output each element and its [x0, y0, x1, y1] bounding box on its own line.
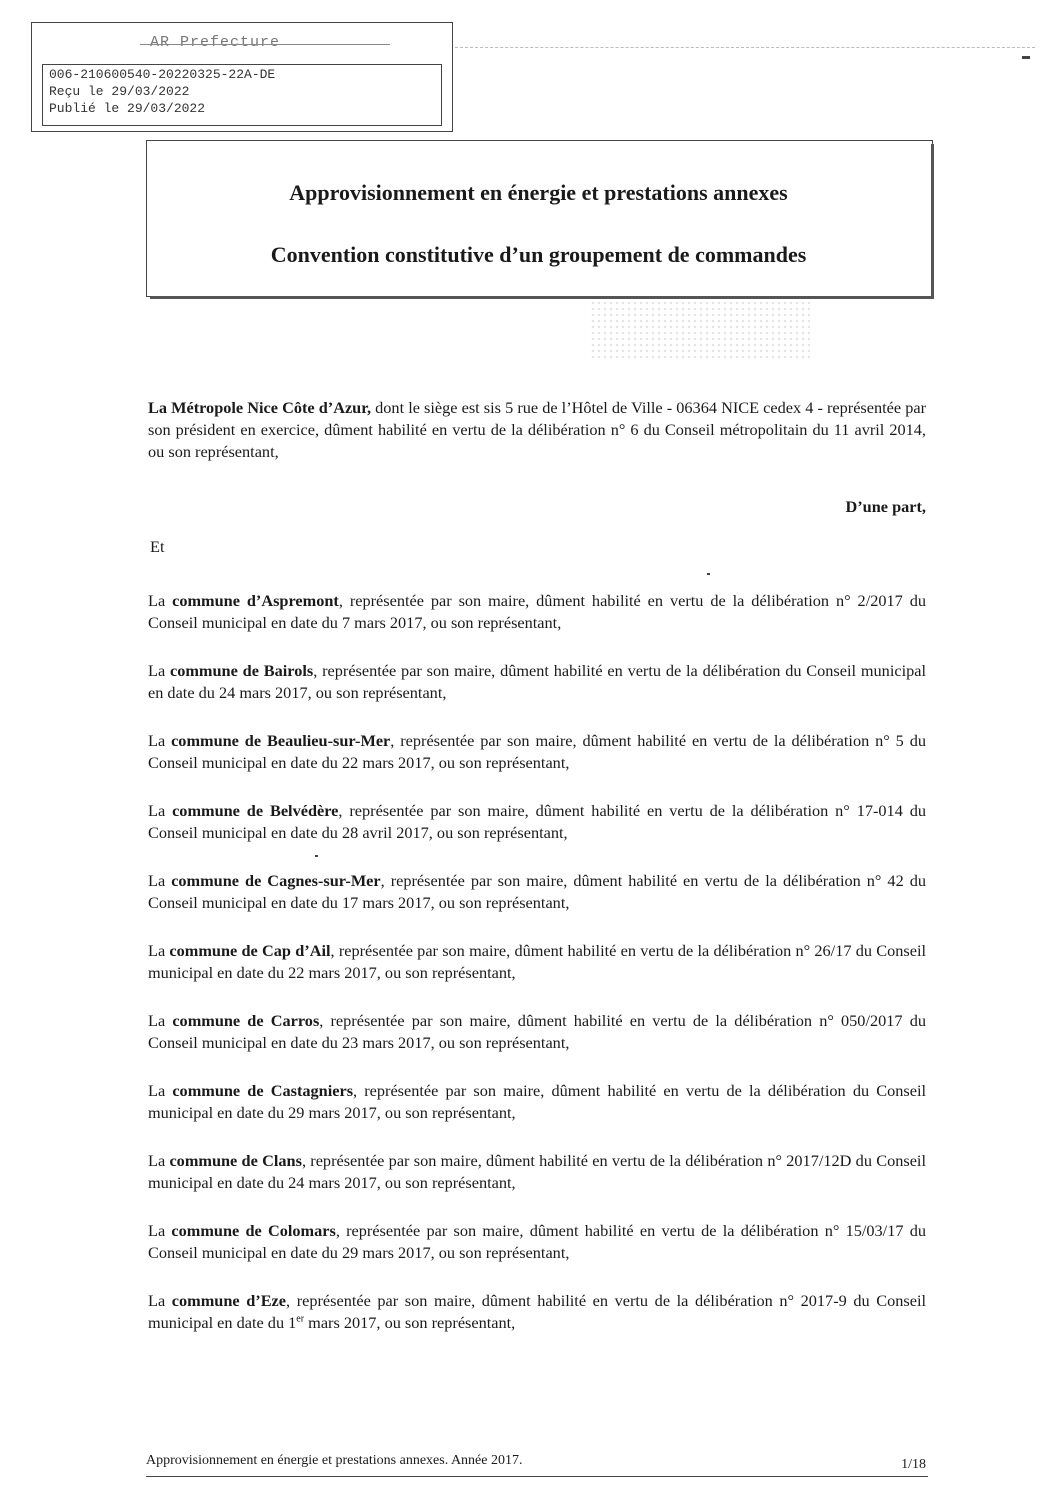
- party-text: , représentée par son maire, dûment habilité en vertu de la délibération n° 2017-9 du Conseil municipal en date du 1: [148, 1291, 926, 1332]
- party-commune: [148, 590, 926, 634]
- party-text: , représentée par son maire, dûment habilité en vertu de la délibération n° 26/17 du Conseil municipal en date du 22 mars 2017, ou son représentant,: [148, 941, 926, 982]
- party-text: , représentée par son maire, dûment habilité en vertu de la délibération n° 050/2017 du Conseil municipal en date du 23 mars 2017, ou son représentant,: [148, 1011, 926, 1052]
- document-subtitle: Convention constitutive d’un groupement de commandes: [270, 242, 807, 267]
- party-name: commune de Castagniers: [172, 1081, 354, 1100]
- party-text: , représentée par son maire, dûment habilité en vertu de la délibération n° 5 du Conseil municipal en date du 22 mars 2017, ou son représentant,: [148, 731, 927, 772]
- party-text: , représentée par son maire, dûment habilité en vertu de la délibération n° 42 du Conseil municipal en date du 17 mars 2017, ou son représentant,: [148, 871, 926, 912]
- party-name: commune de Clans: [169, 1151, 302, 1170]
- party-prefix: La: [148, 1151, 170, 1170]
- title-box: [146, 140, 933, 297]
- dune-part-label: D’une part,: [845, 497, 926, 516]
- party-text: , représentée par son maire, dûment habilité en vertu de la délibération du Conseil municipal en date du 29 mars 2017, ou son représentant,: [148, 1081, 926, 1122]
- party-prefix: La: [148, 1011, 173, 1030]
- party-name: commune de Cap d’Ail: [169, 941, 331, 960]
- party-name: commune de Colomars: [171, 1221, 336, 1240]
- party-text: , représentée par son maire, dûment habilité en vertu de la délibération n° 17-014 du Conseil municipal en date du 28 avril 2017, ou son représentant,: [148, 801, 927, 842]
- party-commune: [148, 1150, 926, 1194]
- party-commune: [148, 730, 926, 774]
- party-text: dont le siège est sis 5 rue de l’Hôtel de Ville - 06364 NICE cedex 4 - représentée par son président en exercice, dûment habilité en vertu de la délibération n° 6 du Conseil métropolitain du 11 avril 2014, ou son représentant,: [148, 398, 926, 461]
- party-text: , représentée par son maire, dûment habilité en vertu de la délibération n° 15/03/17 du Conseil municipal en date du 29 mars 2017, ou son représentant,: [148, 1221, 926, 1262]
- et-label: Et: [150, 537, 165, 556]
- party-prefix: La: [148, 1081, 173, 1100]
- party-prefix: La: [148, 731, 172, 750]
- party-prefix: La: [148, 801, 173, 820]
- party-name: La Métropole Nice Côte d’Azur,: [148, 398, 372, 417]
- party-name: commune d’Eze: [171, 1291, 287, 1310]
- party-commune: [148, 1220, 926, 1264]
- page-number: 1/18: [901, 1457, 926, 1472]
- party-name: commune de Carros: [172, 1011, 320, 1030]
- party-prefix: La: [148, 941, 170, 960]
- stamp-published-date: Publié le 29/03/2022: [49, 101, 206, 116]
- top-tick-mark: [1022, 56, 1030, 59]
- party-name: commune de Belvédère: [172, 801, 339, 820]
- party-prefix: La: [148, 1291, 172, 1310]
- party-text-end: mars 2017, ou son représentant,: [304, 1313, 516, 1332]
- stamp-header: AR Prefecture: [150, 34, 281, 51]
- party-name: commune de Beaulieu-sur-Mer: [171, 731, 391, 750]
- stamp-strike-line: [140, 44, 390, 45]
- party-text: , représentée par son maire, dûment habilité en vertu de la délibération n° 2017/12D du Conseil municipal en date du 24 mars 2017, ou son représentant,: [148, 1151, 926, 1192]
- party-commune: [148, 1080, 926, 1124]
- party-text: , représentée par son maire, dûment habilité en vertu de la délibération n° 2/2017 du Conseil municipal en date du 7 mars 2017, ou son représentant,: [148, 591, 926, 632]
- party-name: commune de Cagnes-sur-Mer: [171, 871, 381, 890]
- scan-speck: [315, 855, 318, 857]
- faded-stamp-mark: [590, 300, 810, 360]
- party-commune: [148, 660, 926, 704]
- party-prefix: La: [148, 661, 170, 680]
- party-prefix: La: [148, 591, 173, 610]
- scan-speck: [707, 573, 710, 575]
- footer-rule: [146, 1476, 928, 1477]
- party-commune: [148, 1010, 926, 1054]
- party-prefix: La: [148, 1221, 172, 1240]
- ordinal-superscript: er: [296, 1313, 305, 1325]
- party-commune: [148, 800, 926, 844]
- footer-text: Approvisionnement en énergie et prestations annexes. Année 2017.: [146, 1453, 523, 1468]
- party-name: commune d’Aspremont: [172, 591, 339, 610]
- title-box-shadow: [150, 296, 933, 299]
- party-commune: [148, 940, 926, 984]
- stamp-reference: 006-210600540-20220325-22A-DE: [49, 67, 276, 82]
- top-dashed-rule: [455, 47, 1035, 48]
- party-prefix: La: [148, 871, 172, 890]
- party-commune: [148, 870, 926, 914]
- party-name: commune de Bairols: [170, 661, 314, 680]
- party-commune: [148, 1290, 926, 1334]
- stamp-received-date: Reçu le 29/03/2022: [49, 84, 190, 99]
- title-box-shadow-side: [931, 144, 934, 299]
- document-title: Approvisionnement en énergie et prestations annexes: [289, 180, 788, 205]
- party-metropole: [148, 397, 926, 463]
- party-text: , représentée par son maire, dûment habilité en vertu de la délibération du Conseil municipal en date du 24 mars 2017, ou son représentant,: [148, 661, 926, 702]
